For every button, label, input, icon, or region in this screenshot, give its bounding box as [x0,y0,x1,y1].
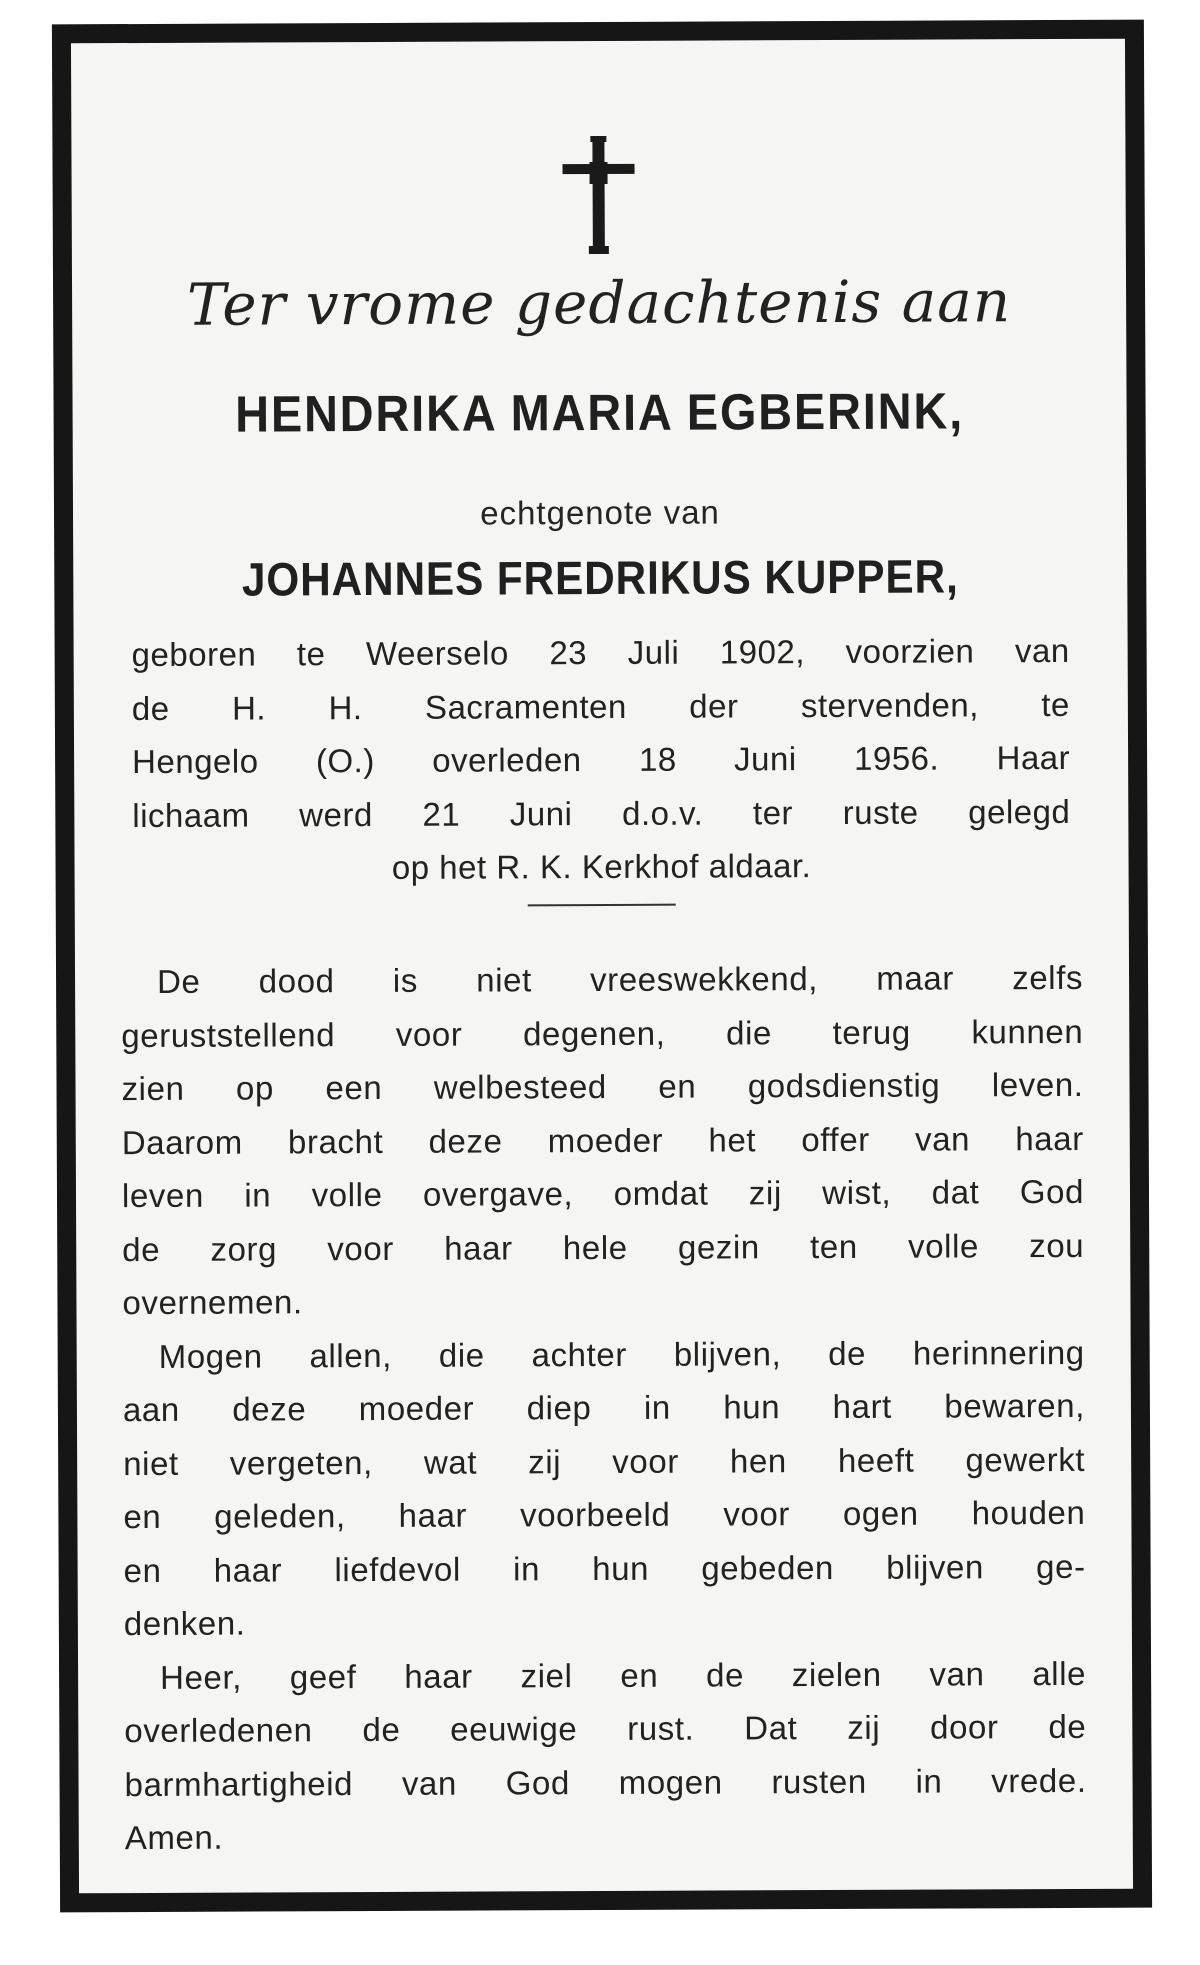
bio-line: de H. H. Sacramenten der stervenden, te [131,685,1070,727]
card-paper [71,39,1133,1894]
prose-line: overledenen de eeuwige rust. Dat zij door de [124,1707,1087,1750]
prose-line: denken. [123,1604,246,1643]
prose-line: Heer, geef haar ziel en de zielen van alle [160,1654,1087,1696]
prose-line: aan deze moeder diep in hun hart bewaren, [122,1386,1086,1429]
prose-line: zien op een welbesteed en godsdienstig leven. [121,1065,1084,1108]
relation-label: echtgenote van [480,493,720,532]
bio-line: op het R. K. Kerkhof aldaar. [391,847,812,886]
prose-line: Daarom bracht deze moeder het offer van haar [121,1119,1084,1161]
card-title: Ter vrome gedachtenis aan [186,267,1012,339]
prose-line: De dood is niet vreeswekkend, maar zelfs [156,958,1084,1000]
prose-line: niet vergeten, wat zij voor hen heeft gewerkt [123,1440,1086,1482]
memorial-card [52,20,1152,1913]
prose-line: barmhartigheid van God mogen rusten in vrede. [124,1761,1087,1803]
divider [528,904,676,907]
biography-paragraph [132,624,1071,896]
prose-line: en geleden, haar voorbeeld voor ogen houden [123,1493,1086,1536]
reflection-text [121,951,1087,1865]
bio-line: Hengelo (O.) overleden 18 Juni 1956. Haar [132,738,1071,781]
prose-line: en haar liefdevol in hun gebeden blijven ge- [123,1547,1086,1589]
prose-line: de zorg voor haar hele gezin ten volle zou [122,1226,1085,1268]
prose-line: leven in volle overgave, omdat zij wist, dat God [121,1172,1085,1215]
spouse-name: JOHANNES FREDRIKUS KUPPER, [241,549,959,606]
bio-line: geboren te Weerselo 23 Juli 1902, voorzien van [131,631,1070,674]
cross-icon [558,136,639,254]
prose-line: Amen. [124,1818,224,1857]
prose-line: overnemen. [122,1283,303,1322]
bio-line: lichaam werd 21 Juni d.o.v. ter ruste gelegd [132,792,1071,834]
prose-line: Mogen allen, die achter blijven, de herinnering [158,1333,1085,1375]
prose-line: geruststellend voor degenen, die terug kunnen [121,1012,1084,1054]
deceased-name: HENDRIKA MARIA EGBERINK, [235,382,965,443]
